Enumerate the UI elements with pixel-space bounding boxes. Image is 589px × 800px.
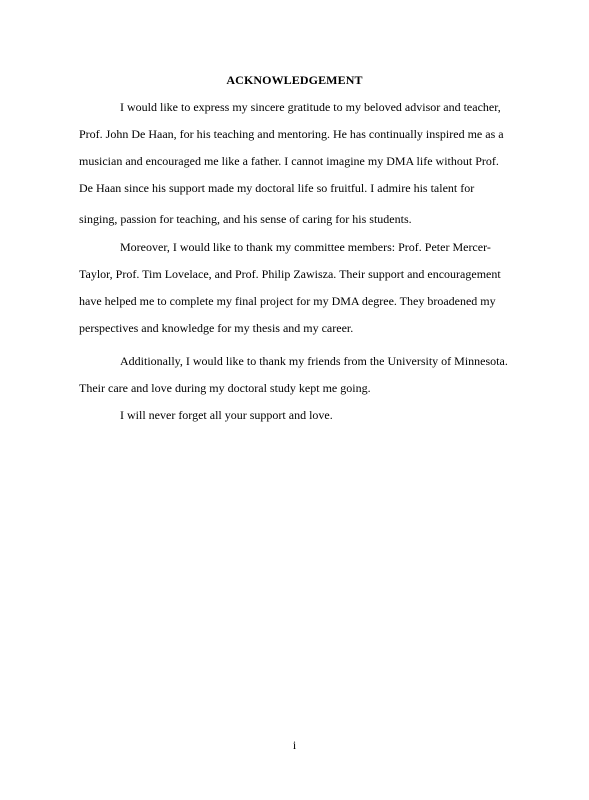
paragraph-line: I would like to express my sincere gratitude to my beloved advisor and teacher, (120, 100, 501, 114)
paragraph-line: Moreover, I would like to thank my committee members: Prof. Peter Mercer- (120, 240, 491, 254)
paragraph-line: musician and encouraged me like a father. I cannot imagine my DMA life without Prof. (79, 154, 499, 168)
paragraph-line: I will never forget all your support and love. (120, 408, 333, 422)
paragraph-line: Their care and love during my doctoral study kept me going. (79, 381, 371, 395)
paragraph-line: De Haan since his support made my doctoral life so fruitful. I admire his talent for (79, 181, 475, 195)
paragraph-line: Prof. John De Haan, for his teaching and mentoring. He has continually inspired me as a (79, 127, 504, 141)
page-number: i (292, 738, 297, 752)
paragraph-line: Additionally, I would like to thank my friends from the University of Minnesota. (120, 354, 508, 368)
paragraph-line: Taylor, Prof. Tim Lovelace, and Prof. Philip Zawisza. Their support and encouragement (79, 267, 501, 281)
paragraph-line: perspectives and knowledge for my thesis and my career. (79, 321, 354, 335)
paragraph-line: have helped me to complete my final project for my DMA degree. They broadened my (79, 294, 496, 308)
paragraph-line: singing, passion for teaching, and his sense of caring for his students. (79, 212, 412, 226)
page-title: ACKNOWLEDGEMENT (226, 73, 363, 87)
